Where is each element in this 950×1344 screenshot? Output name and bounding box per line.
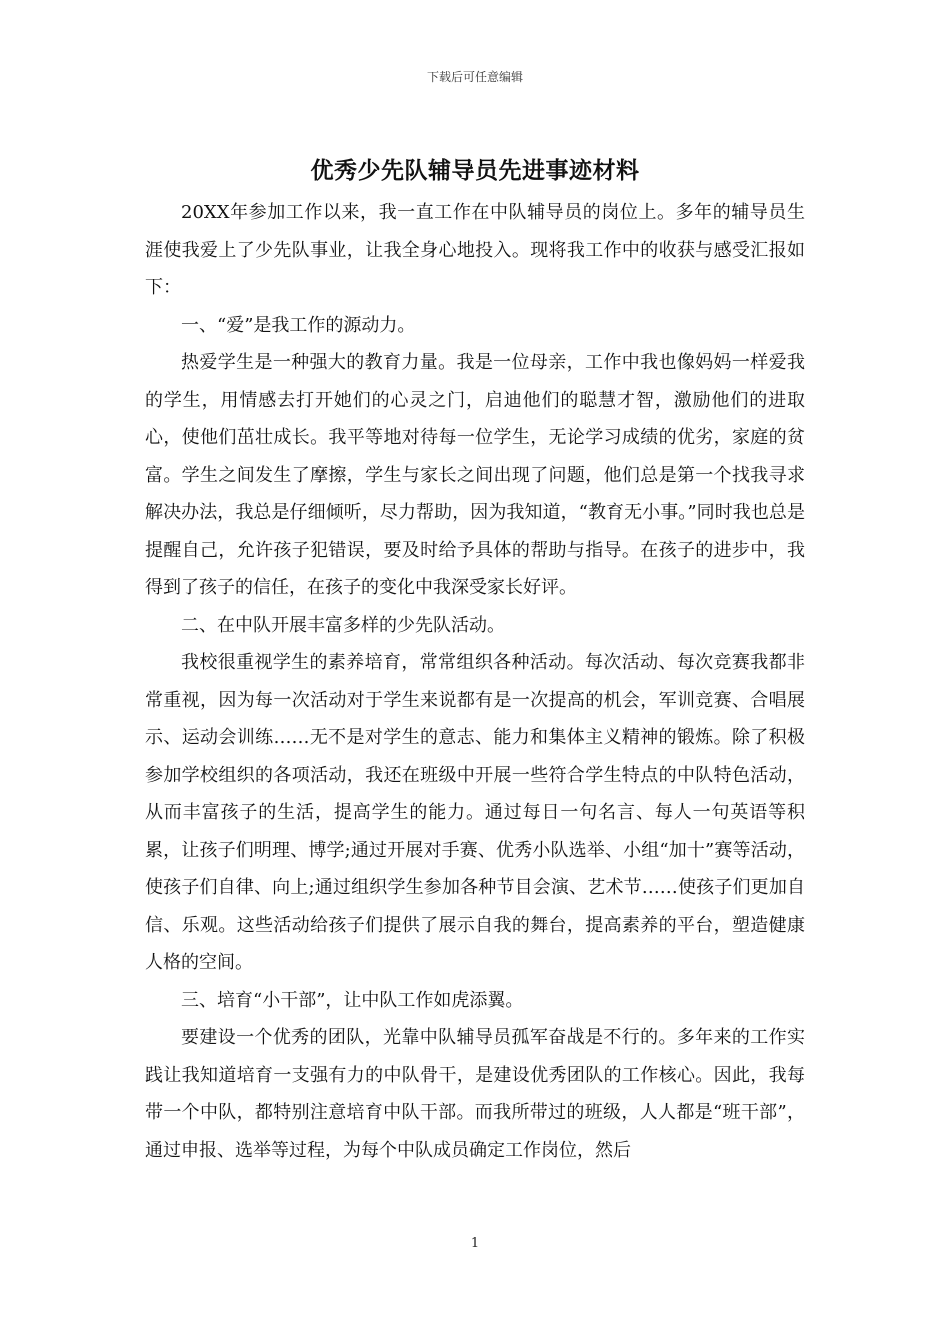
document-title: 优秀少先队辅导员先进事迹材料 — [310, 157, 640, 184]
paragraph-activities: 我校很重视学生的素养培育，常常组织各种活动。每次活动、每次竞赛我都非常重视，因为每一次活动对于学生来说都有是一次提高的机会，军训竞赛、合唱展示、运动会训练……无不是对学生的意志、能力和集体主义精神的锻炼。除了积极参加学校组织的各项活动，我还在班级中开展一些符合学生特点的中队特色活动，从而丰富孩子的生活，提高学生的能力。通过每日一句名言、每人一句英语等积累，让孩子们明理、博学;通过开展对手赛、优秀小队选举、小组“加十”赛等活动，使孩子们自律、向上;通过组织学生参加各种节目会演、艺术节……使孩子们更加自信、乐观。这些活动给孩子们提供了展示自我的舞台，提高素养的平台，塑造健康人格的空间。 — [145, 652, 805, 973]
paragraph-intro: 20XX年参加工作以来，我一直工作在中队辅导员的岗位上。多年的辅导员生涯使我爱上了少先队事业，让我全身心地投入。现将我工作中的收获与感受汇报如下： — [145, 202, 805, 298]
page-header-note: 下载后可任意编辑 — [426, 70, 523, 84]
section-heading-1: 一、“爱”是我工作的源动力。 — [181, 314, 416, 336]
document-body — [145, 194, 805, 1169]
paragraph-cadres: 要建设一个优秀的团队，光靠中队辅导员孤军奋战是不行的。多年来的工作实践让我知道培育一支强有力的中队骨干，是建设优秀团队的工作核心。因此，我每带一个中队，都特别注意培育中队干部。而我所带过的班级，人人都是“班干部”，通过申报、选举等过程，为每个中队成员确定工作岗位，然后 — [145, 1027, 805, 1161]
section-heading-2: 二、在中队开展丰富多样的少先队活动。 — [181, 614, 505, 636]
section-heading-3: 三、培育“小干部”，让中队工作如虎添翼。 — [181, 989, 524, 1011]
paragraph-love: 热爱学生是一种强大的教育力量。我是一位母亲，工作中我也像妈妈一样爱我的学生，用情感去打开她们的心灵之门，启迪他们的聪慧才智，激励他们的进取心，使他们茁壮成长。我平等地对待每一位学生，无论学习成绩的优劣，家庭的贫富。学生之间发生了摩擦，学生与家长之间出现了问题，他们总是第一个找我寻求解决办法，我总是仔细倾听，尽力帮助，因为我知道，“教育无小事。”同时我也总是提醒自己，允许孩子犯错误，要及时给予具体的帮助与指导。在孩子的进步中，我得到了孩子的信任，在孩子的变化中我深受家长好评。 — [145, 352, 805, 598]
page-number: 1 — [470, 1236, 480, 1251]
